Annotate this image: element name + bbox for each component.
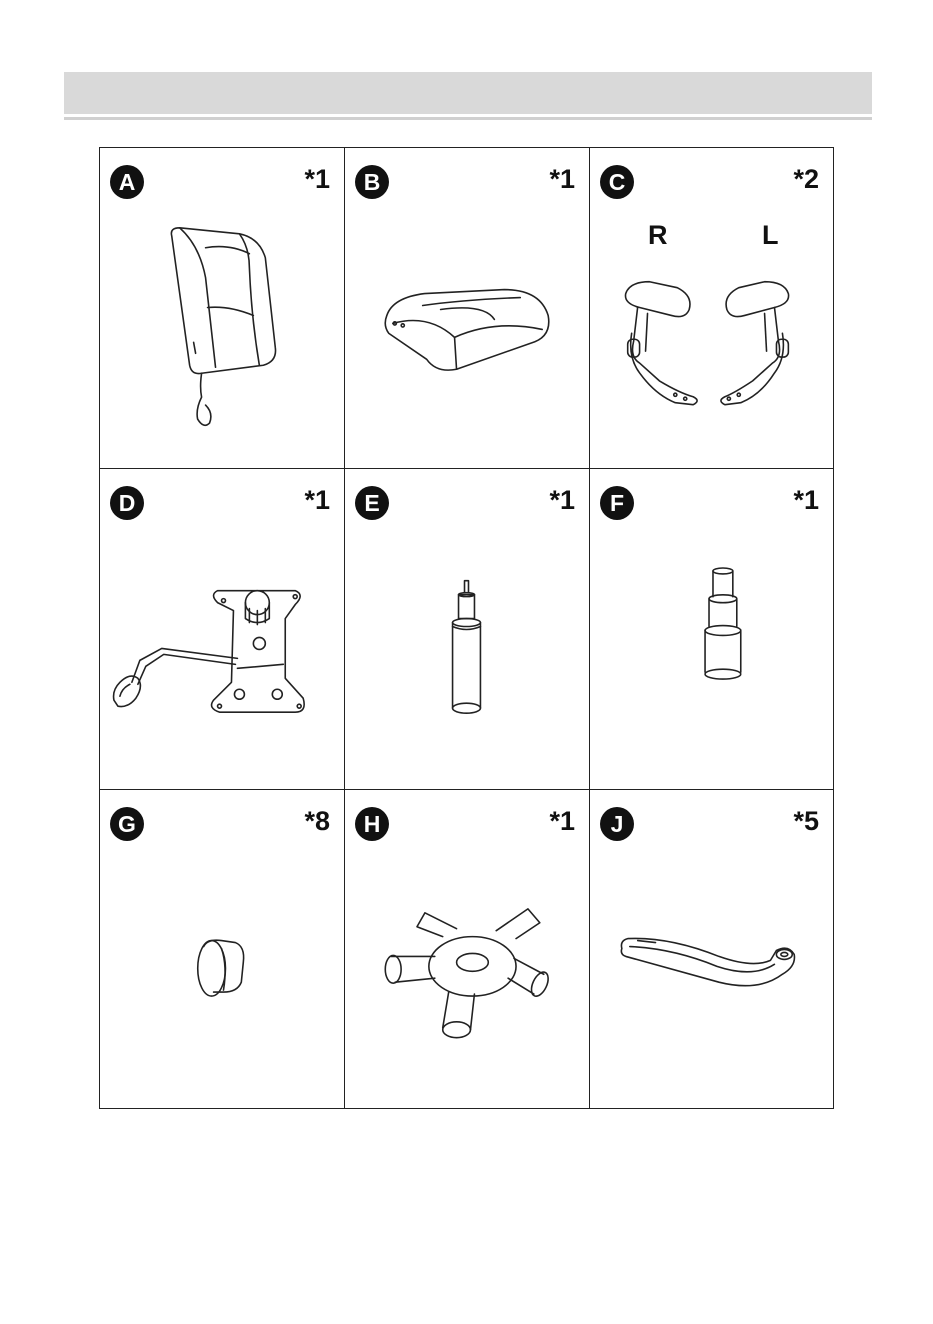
part-quantity: *5 — [793, 806, 819, 836]
part-letter: J — [600, 807, 634, 841]
part-j — [590, 790, 833, 1108]
part-letter: G — [110, 807, 144, 841]
part-b — [345, 148, 590, 469]
part-quantity: *1 — [304, 485, 330, 515]
left-side-label: L — [762, 220, 779, 250]
part-quantity: *8 — [304, 806, 330, 836]
part-letter: E — [355, 486, 389, 520]
backrest-icon — [100, 148, 344, 468]
base-arm-cover-icon — [590, 790, 833, 1108]
part-letter: C — [600, 165, 634, 199]
part-quantity: *1 — [549, 806, 575, 836]
part-h — [345, 790, 590, 1108]
header-bar — [64, 72, 872, 114]
part-c — [590, 148, 833, 469]
star-base-icon — [345, 790, 589, 1108]
part-a — [100, 148, 345, 469]
seat-mechanism-icon — [100, 469, 344, 789]
parts-grid — [99, 147, 834, 1109]
part-quantity: *2 — [793, 164, 819, 194]
part-quantity: *1 — [549, 164, 575, 194]
part-letter: A — [110, 165, 144, 199]
right-side-label: R — [648, 220, 668, 250]
header-rule — [64, 117, 872, 120]
part-letter: F — [600, 486, 634, 520]
part-g — [100, 790, 345, 1108]
part-letter: B — [355, 165, 389, 199]
seat-cushion-icon — [345, 148, 589, 468]
part-letter: D — [110, 486, 144, 520]
part-quantity: *1 — [793, 485, 819, 515]
part-e — [345, 469, 590, 790]
armrest-icon — [590, 148, 833, 468]
part-quantity: *1 — [304, 164, 330, 194]
gas-cylinder-icon — [345, 469, 589, 789]
part-f — [590, 469, 833, 790]
part-d — [100, 469, 345, 790]
part-quantity: *1 — [549, 485, 575, 515]
end-cap-icon — [100, 790, 344, 1108]
gas-cylinder-cover-icon — [590, 469, 833, 789]
part-letter: H — [355, 807, 389, 841]
